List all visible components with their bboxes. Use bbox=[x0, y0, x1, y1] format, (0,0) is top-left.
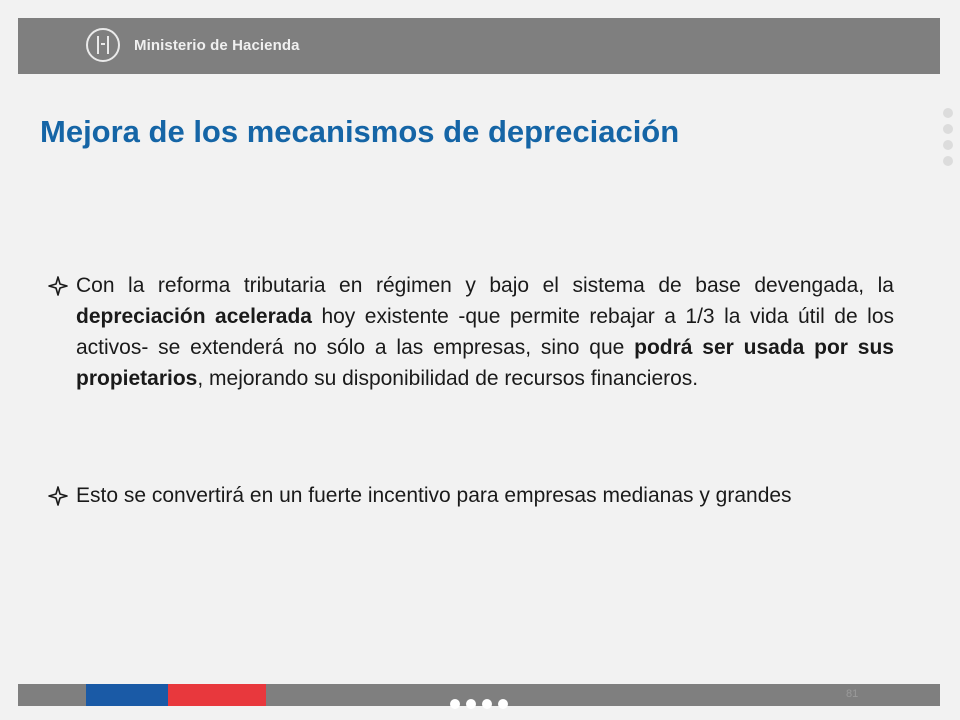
bullet-text-bold: depreciación acelerada bbox=[76, 305, 312, 328]
bullet-text bbox=[76, 480, 894, 511]
bullet-item bbox=[48, 480, 896, 550]
footer-dot bbox=[482, 699, 492, 709]
footer-dot bbox=[466, 699, 476, 709]
bullet-text-part: hoy existente -que permite rebajar a 1/3 la vida útil de los activos- se extenderá no sólo a las empresas, sino que bbox=[76, 305, 894, 359]
bullet-text-part: Con la reforma tributaria en régimen y bajo el sistema de base devengada, la bbox=[76, 274, 894, 297]
bullet-item bbox=[48, 270, 896, 430]
ministry-name: Ministerio de Hacienda bbox=[134, 37, 300, 54]
bullet-text-part: , mejorando su disponibilidad de recursos financieros. bbox=[197, 367, 699, 390]
footer-dot bbox=[450, 699, 460, 709]
slide-title: Mejora de los mecanismos de depreciación bbox=[40, 114, 680, 149]
diamond-bullet-icon bbox=[48, 274, 68, 294]
footer-blue-stripe bbox=[86, 684, 168, 706]
side-dot bbox=[943, 140, 953, 150]
side-dot bbox=[943, 156, 953, 166]
bullet-text-bold: podrá ser usada por sus propietarios bbox=[76, 336, 894, 390]
side-dot bbox=[943, 124, 953, 134]
footer-dot bbox=[498, 699, 508, 709]
side-dot bbox=[943, 108, 953, 118]
footer-red-stripe bbox=[168, 684, 266, 706]
ministry-logo-icon bbox=[86, 28, 120, 62]
page-number: 81 bbox=[846, 688, 859, 700]
bullet-text bbox=[76, 270, 894, 394]
bullet-text-part: Esto se convertirá en un fuerte incentivo para empresas medianas y grandes bbox=[76, 484, 792, 507]
diamond-bullet-icon bbox=[48, 484, 68, 504]
